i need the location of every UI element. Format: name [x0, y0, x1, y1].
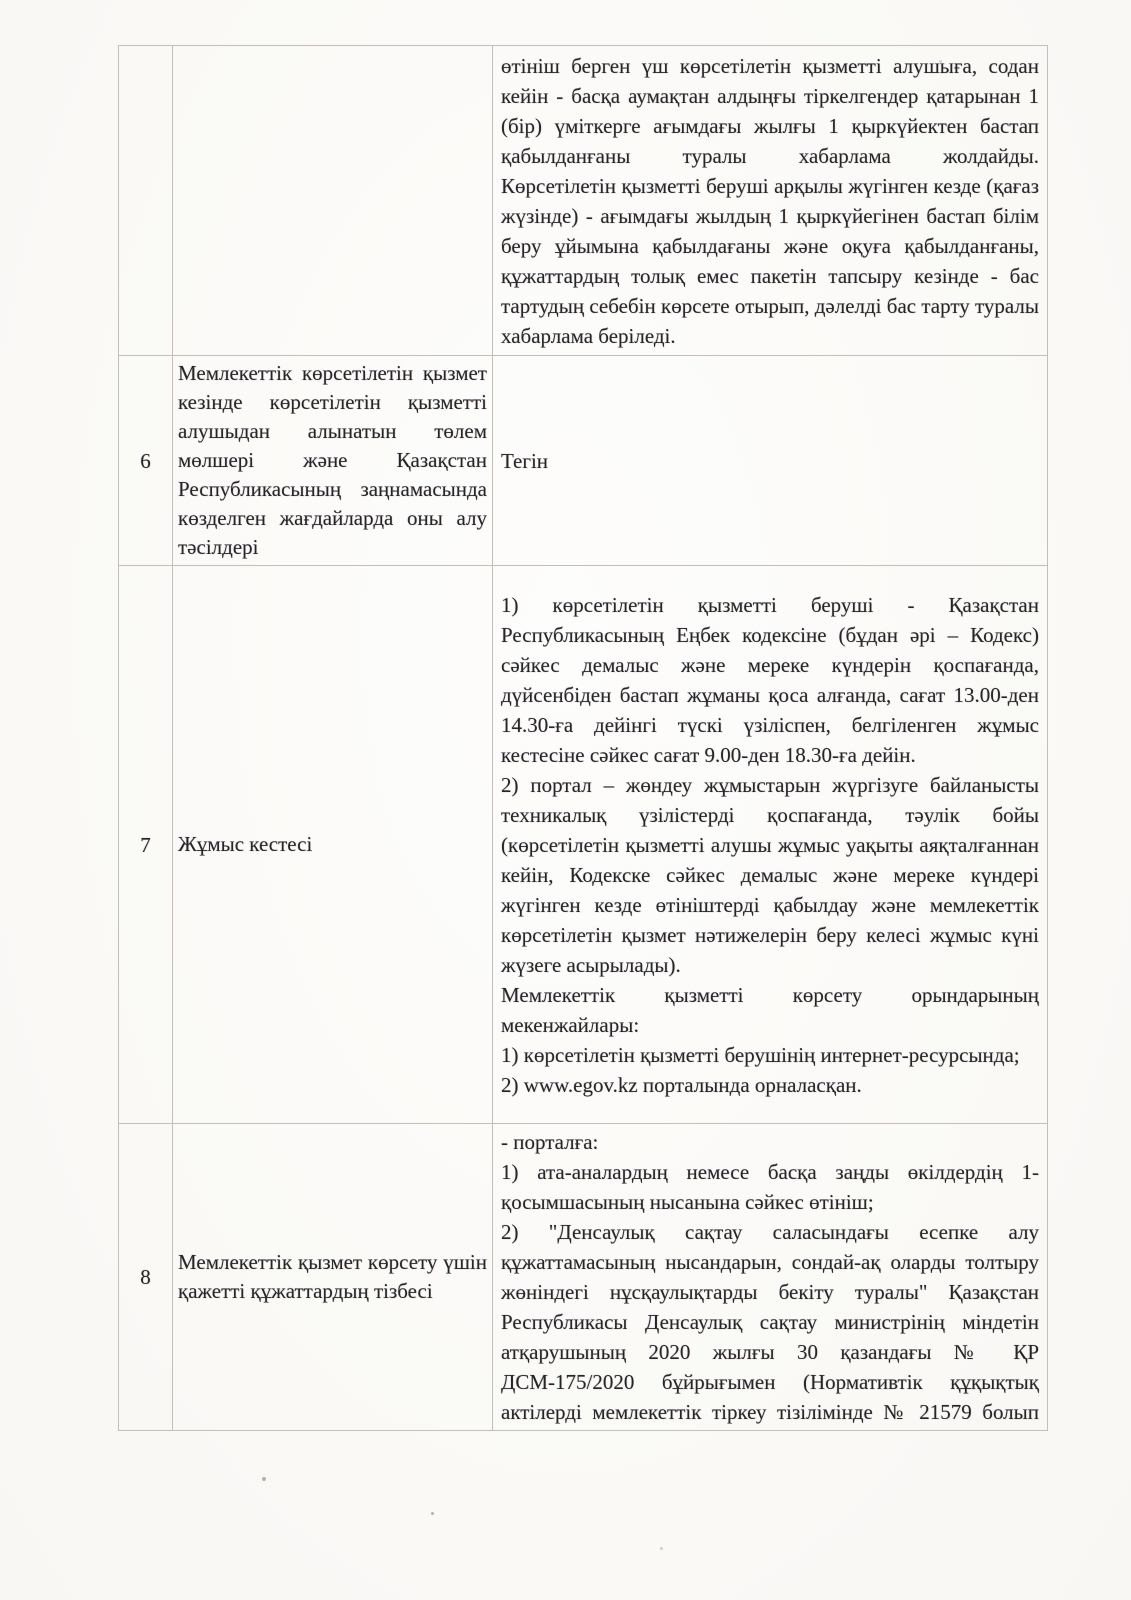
scan-speck [262, 1477, 266, 1481]
row-number-cell: 7 [119, 566, 173, 1124]
service-standard-table [118, 45, 1048, 1431]
row-number-cell [119, 46, 173, 356]
row-number-cell: 8 [119, 1124, 173, 1431]
row-content-cell [493, 566, 1048, 1124]
row-label-cell: Мемлекеттік қызмет көрсету үшін қажетті құжаттардың тізбесі [173, 1124, 493, 1431]
scan-speck [660, 1547, 663, 1550]
table-row-7 [119, 566, 1048, 1124]
row-label-cell [173, 46, 493, 356]
row-content-cell [493, 46, 1048, 356]
paragraph: өтініш берген үш көрсетілетін қызметті алушыға, содан кейін - басқа аумақтан алдыңғы тіркелгендер қатарынан 1 (бір) үміткерге ағымдағы жылғы 1 қыркүйектен бастап қабылданғаны туралы хабарлама жолдайды. [501, 53, 1039, 168]
table-row-6 [119, 356, 1048, 566]
paragraph: - порталға: [501, 1130, 599, 1154]
row-number-cell: 6 [119, 356, 173, 566]
paragraph: 1) ата-аналардың немесе басқа заңды өкілдердің 1-қосымшасының нысанына сәйкес өтініш; [501, 1160, 1039, 1214]
paragraph: 2) портал – жөндеу жұмыстарын жүргізуге байланысты техникалық үзілістерді қоспағанда, тәулік бойы (көрсетілетін қызметті алушы жұмыс уақыты аяқталғаннан кейін, Кодекске сәйкес демалыс және мереке күндері жүгінген кезде өтініштерді қабылдау және мемлекеттік көрсетілетін қызмет нәтижелерін беру келесі жұмыс күні жүзеге асырылады). [501, 772, 1039, 977]
row-label-cell: Жұмыс кестесі [173, 566, 493, 1124]
paragraph: 2) www.egov.kz порталында орналасқан. [501, 1072, 862, 1097]
scan-speck [939, 60, 942, 63]
paragraph: Көрсетілетін қызметті беруші арқылы жүгінген кезде (қағаз жүзінде) - ағымдағы жылдың 1 қыркүйегінен бастап білім беру ұйымына қабылдағаны және оқуға қабылданғаны, құжаттардың толық емес пакетін тапсыру кезінде - бас тартудың себебін көрсете отырып, дәлелді бас тарту туралы хабарлама беріледі. [501, 173, 1039, 348]
table-row-continuation [119, 46, 1048, 356]
scan-speck [431, 1512, 434, 1515]
paragraph: 1) көрсетілетін қызметті берушінің интернет-ресурсында; [501, 1042, 1020, 1067]
paragraph: Тегін [501, 448, 549, 473]
paragraph: Мемлекеттік қызметті көрсету орындарының мекенжайлары: [501, 982, 1039, 1037]
row-content-cell [493, 356, 1048, 566]
paragraph: 1) көрсетілетін қызметті беруші - Қазақстан Республикасының Еңбек кодексіне (бұдан әрі – Кодекс) сәйкес демалыс және мереке күндерін қоспағанда, дүйсенбіден бастап жұманы қоса алғанда, сағат 13.00-ден 14.30-ға дейінгі түскі үзіліспен, белгіленген жұмыс кестесіне сәйкес сағат 9.00-ден 18.30-ға дейін. [501, 592, 1039, 767]
row-label-cell: Мемлекеттік көрсетілетін қызмет кезінде көрсетілетін қызметті алушыдан алынатын төлем мөлшері және Қазақстан Республикасының заңнамасында көзделген жағдайларда оны алу тәсілдері [173, 356, 493, 566]
paragraph: 2) "Денсаулық сақтау саласындағы есепке алу құжаттамасының нысандарын, сондай-ақ оларды толтыру жөніндегі нұсқаулықтарды бекіту туралы" Қазақстан Республикасы Денсаулық сақтау министрінің міндетін атқарушының 2020 жылғы 30 қазандағы № ҚР ДСМ-175/2020 бұйрығымен (Нормативтік құқықтық актілерді мемлекеттік тіркеу тізілімінде № 21579 болып [501, 1220, 1039, 1424]
row-content-cell [493, 1124, 1048, 1431]
table-row-8 [119, 1124, 1048, 1431]
